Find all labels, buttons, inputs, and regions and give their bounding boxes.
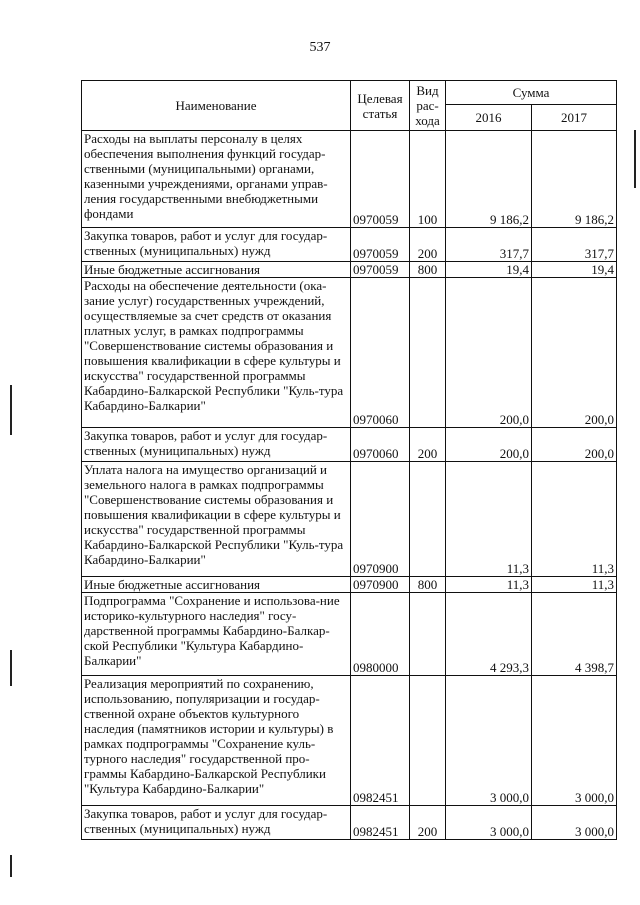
row-amount-2017: 4 398,7: [532, 593, 617, 676]
row-amount-2017: 200,0: [532, 428, 617, 462]
row-type: 100: [410, 131, 446, 228]
header-year-2017: 2017: [532, 105, 617, 131]
header-expense-type: Вид рас-хода: [410, 81, 446, 131]
row-amount-2016: 4 293,3: [446, 593, 532, 676]
margin-mark: [10, 385, 12, 435]
page-number: 537: [309, 40, 331, 55]
row-amount-2016: 200,0: [446, 428, 532, 462]
row-type: 200: [410, 228, 446, 262]
table-row: [82, 676, 617, 806]
table-row: [82, 428, 617, 462]
row-type: 200: [410, 428, 446, 462]
row-type: [410, 278, 446, 428]
row-type: [410, 593, 446, 676]
row-amount-2017: 9 186,2: [532, 131, 617, 228]
table-row: [82, 593, 617, 676]
table-row: [82, 462, 617, 577]
row-amount-2016: 11,3: [446, 577, 532, 593]
row-type: 800: [410, 262, 446, 278]
row-name: Иные бюджетные ассигнования: [82, 577, 351, 593]
row-name: Реализация мероприятий по сохранению, использованию, популяризации и государ-ственной охране объектов культурного наследия (памятников истории и культуры) в рамках подпрограммы "Сохранение куль-турного наследия" государственной про-граммы Кабардино-Балкарской Республики "Культура Кабардино-Балкарии": [82, 676, 351, 806]
row-type: [410, 462, 446, 577]
budget-table: [81, 80, 617, 840]
row-code: 0970900: [351, 577, 410, 593]
row-amount-2016: 11,3: [446, 462, 532, 577]
row-name: Подпрограмма "Сохранение и использова-ние историко-культурного наследия" госу-дарственной программы Кабардино-Балкар-ской Республики "Культура Кабардино-Балкарии": [82, 593, 351, 676]
row-type: 800: [410, 577, 446, 593]
table-row: [82, 228, 617, 262]
row-code: 0970059: [351, 262, 410, 278]
row-amount-2016: 200,0: [446, 278, 532, 428]
row-code: 0970059: [351, 131, 410, 228]
table-row: [82, 131, 617, 228]
row-amount-2017: 19,4: [532, 262, 617, 278]
table-row: [82, 806, 617, 840]
row-amount-2016: 3 000,0: [446, 806, 532, 840]
row-code: 0970060: [351, 428, 410, 462]
row-name: Закупка товаров, работ и услуг для государ-ственных (муниципальных) нужд: [82, 806, 351, 840]
row-name: Расходы на обеспечение деятельности (ока-зание услуг) государственных учреждений, осуществляемые за счет средств от оказания платных услуг, в рамках подпрограммы "Совершенствование системы образования и повышения квалификации в сфере культуры и искусства" государственной программы Кабардино-Балкарской Республики "Куль-тура Кабардино-Балкарии": [82, 278, 351, 428]
margin-mark: [10, 650, 12, 686]
header-name: Наименование: [82, 81, 351, 131]
margin-mark: [10, 855, 12, 877]
row-amount-2016: 317,7: [446, 228, 532, 262]
row-code: 0980000: [351, 593, 410, 676]
row-code: 0982451: [351, 676, 410, 806]
table-row: [82, 262, 617, 278]
row-name: Иные бюджетные ассигнования: [82, 262, 351, 278]
row-code: 0982451: [351, 806, 410, 840]
row-code: 0970060: [351, 278, 410, 428]
row-type: [410, 676, 446, 806]
row-amount-2017: 11,3: [532, 462, 617, 577]
row-type: 200: [410, 806, 446, 840]
header-target-article: Целевая статья: [351, 81, 410, 131]
header-sum: Сумма: [446, 81, 617, 105]
row-amount-2017: 11,3: [532, 577, 617, 593]
margin-mark: [634, 130, 636, 188]
row-name: Закупка товаров, работ и услуг для государ-ственных (муниципальных) нужд: [82, 428, 351, 462]
table-row: [82, 577, 617, 593]
row-amount-2017: 200,0: [532, 278, 617, 428]
row-amount-2017: 3 000,0: [532, 806, 617, 840]
row-code: 0970900: [351, 462, 410, 577]
row-name: Расходы на выплаты персоналу в целях обеспечения выполнения функций государ-ственными (муниципальными) органами, казенными учреждениями, органами управ-ления государственными внебюджетными фондами: [82, 131, 351, 228]
row-amount-2017: 3 000,0: [532, 676, 617, 806]
header-year-2016: 2016: [446, 105, 532, 131]
table-row: [82, 278, 617, 428]
row-amount-2016: 9 186,2: [446, 131, 532, 228]
row-name: Закупка товаров, работ и услуг для государ-ственных (муниципальных) нужд: [82, 228, 351, 262]
row-code: 0970059: [351, 228, 410, 262]
row-name: Уплата налога на имущество организаций и земельного налога в рамках подпрограммы "Совершенствование системы образования и повышения квалификации в сфере культуры и искусства" государственной программы Кабардино-Балкарской Республики "Куль-тура Кабардино-Балкарии": [82, 462, 351, 577]
row-amount-2016: 19,4: [446, 262, 532, 278]
row-amount-2017: 317,7: [532, 228, 617, 262]
row-amount-2016: 3 000,0: [446, 676, 532, 806]
